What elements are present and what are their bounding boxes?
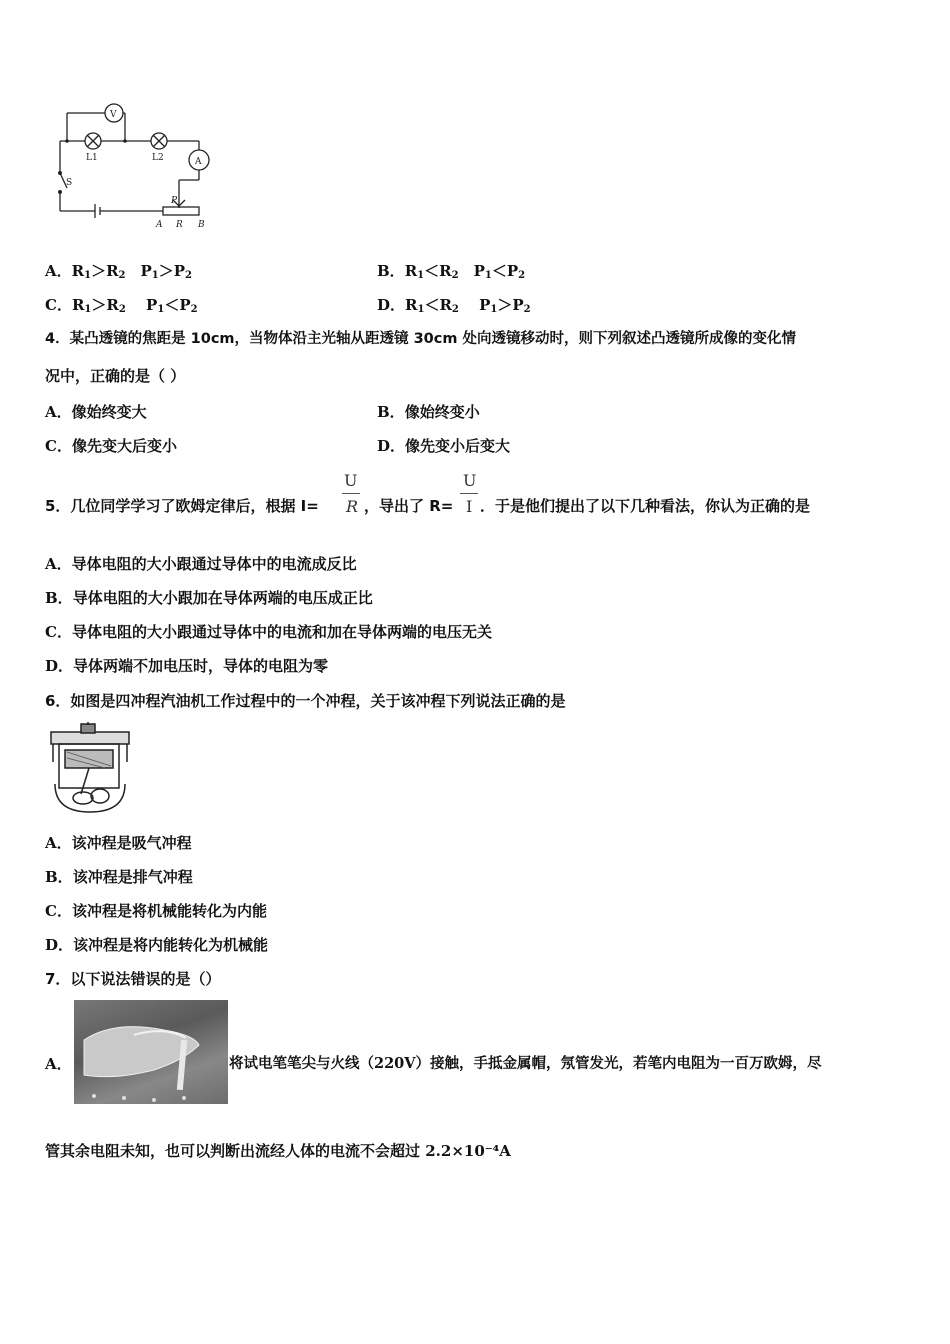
option-letter: D．	[45, 936, 74, 954]
fraction2-numerator: U	[463, 471, 477, 490]
lamp1-label: L1	[86, 153, 98, 163]
q4-option-c	[45, 436, 177, 456]
option-text: 像始终变小	[404, 403, 480, 421]
option-letter: B．	[45, 589, 73, 607]
lamp2-label: L2	[152, 153, 164, 163]
q4-option-b	[377, 402, 480, 422]
fraction1-bar	[342, 493, 360, 494]
option-letter: C．	[45, 437, 72, 455]
option-text: 该冲程是排气冲程	[72, 868, 193, 886]
q3-option-a	[45, 261, 192, 286]
option-text: $R_1<R_2$ $P_1>P_2$	[405, 296, 531, 315]
fraction1-numerator: U	[344, 471, 358, 490]
test-pen-photo	[74, 1000, 228, 1104]
q7-option-a-line2: 管其余电阻未知，也可以判断出流经人体的电流不会超过 2.2×10⁻⁴A	[45, 1142, 511, 1160]
q4-stem-line2: 况中，正确的是（ ）	[45, 367, 186, 385]
q5-stem-part3: ．于是他们提出了以下几种看法，你认为正确的是	[480, 497, 811, 515]
q3-option-d	[377, 295, 531, 320]
q3-option-b	[377, 261, 525, 286]
q7-option-a-letter: A．	[45, 1055, 72, 1073]
circuit-diagram	[45, 98, 235, 243]
q4-option-d	[377, 436, 510, 456]
option-text: 该冲程是吸气冲程	[71, 834, 192, 852]
ammeter-label: A	[195, 157, 202, 167]
engine-figure	[45, 722, 135, 816]
q7-option-a-line1: 将试电笔笔尖与火线（220V）接触，手抵金属帽，氖管发光，若笔内电阻为一百万欧姆，尽	[229, 1055, 822, 1072]
option-text: 导体电阻的大小跟通过导体中的电流成反比	[71, 555, 357, 573]
q6-stem: 6．如图是四冲程汽油机工作过程中的一个冲程，关于该冲程下列说法正确的是	[45, 692, 566, 710]
voltmeter-label: V	[110, 110, 117, 120]
q6-option-b	[45, 867, 193, 887]
q5-stem-part2: ，导出了 R=	[364, 497, 454, 515]
option-text: 该冲程是将内能转化为机械能	[73, 936, 269, 954]
option-letter: B．	[377, 403, 405, 421]
q4-stem-line1: 4．某凸透镜的焦距是 10cm，当物体沿主光轴从距透镜 30cm 处向透镜移动时，则下列叙述凸透镜所成像的变化情	[45, 331, 796, 347]
option-text: 导体电阻的大小跟加在导体两端的电压成正比	[72, 589, 373, 607]
option-letter: D．	[377, 437, 406, 455]
q5-option-a	[45, 554, 357, 574]
option-letter: B．	[377, 262, 405, 280]
hand-pen-illustration	[74, 1000, 228, 1104]
fraction2-bar	[460, 493, 478, 494]
q3-option-c	[45, 295, 198, 320]
option-text: $R_1>R_2$ $P_1>P_2$	[71, 262, 193, 281]
q5-option-b	[45, 588, 373, 608]
rheostat-r-label: R	[176, 220, 183, 230]
option-letter: D．	[45, 657, 74, 675]
q4-option-a	[45, 402, 147, 422]
option-text: 导体两端不加电压时，导体的电阻为零	[73, 657, 329, 675]
option-letter: A．	[45, 555, 72, 573]
rheostat-b-label: B	[198, 220, 205, 230]
option-letter: A．	[45, 262, 72, 280]
option-text: 像先变大后变小	[71, 437, 177, 455]
fraction2-denominator: I	[466, 497, 473, 516]
q6-option-a	[45, 833, 192, 853]
option-text: $R_1>R_2$ $P_1<P_2$	[71, 296, 198, 315]
option-letter: D．	[377, 296, 406, 314]
option-text: $R_1<R_2$ $P_1<P_2$	[404, 262, 526, 281]
q7-stem: 7．以下说法错误的是（）	[45, 970, 221, 988]
option-letter: C．	[45, 296, 72, 314]
option-text: 该冲程是将机械能转化为内能	[71, 902, 267, 920]
circuit-figure	[45, 98, 235, 243]
q5-option-d	[45, 656, 328, 676]
fraction1-denominator: R	[346, 497, 359, 516]
option-text: 像始终变大	[71, 403, 147, 421]
switch-label: S	[66, 178, 73, 188]
slider-label: P	[171, 196, 178, 206]
option-letter: C．	[45, 623, 72, 641]
option-text: 导体电阻的大小跟通过导体中的电流和加在导体两端的电压无关	[71, 623, 492, 641]
option-letter: C．	[45, 902, 72, 920]
option-letter: A．	[45, 403, 72, 421]
option-text: 像先变小后变大	[405, 437, 511, 455]
q5-option-c	[45, 622, 492, 642]
option-letter: B．	[45, 868, 73, 886]
q6-option-c	[45, 901, 267, 921]
engine-diagram	[45, 722, 135, 816]
rheostat-a-label: A	[156, 220, 163, 230]
option-letter: A．	[45, 834, 72, 852]
q5-stem-part1: 5．几位同学学习了欧姆定律后，根据 I=	[45, 497, 319, 515]
q6-option-d	[45, 935, 268, 955]
